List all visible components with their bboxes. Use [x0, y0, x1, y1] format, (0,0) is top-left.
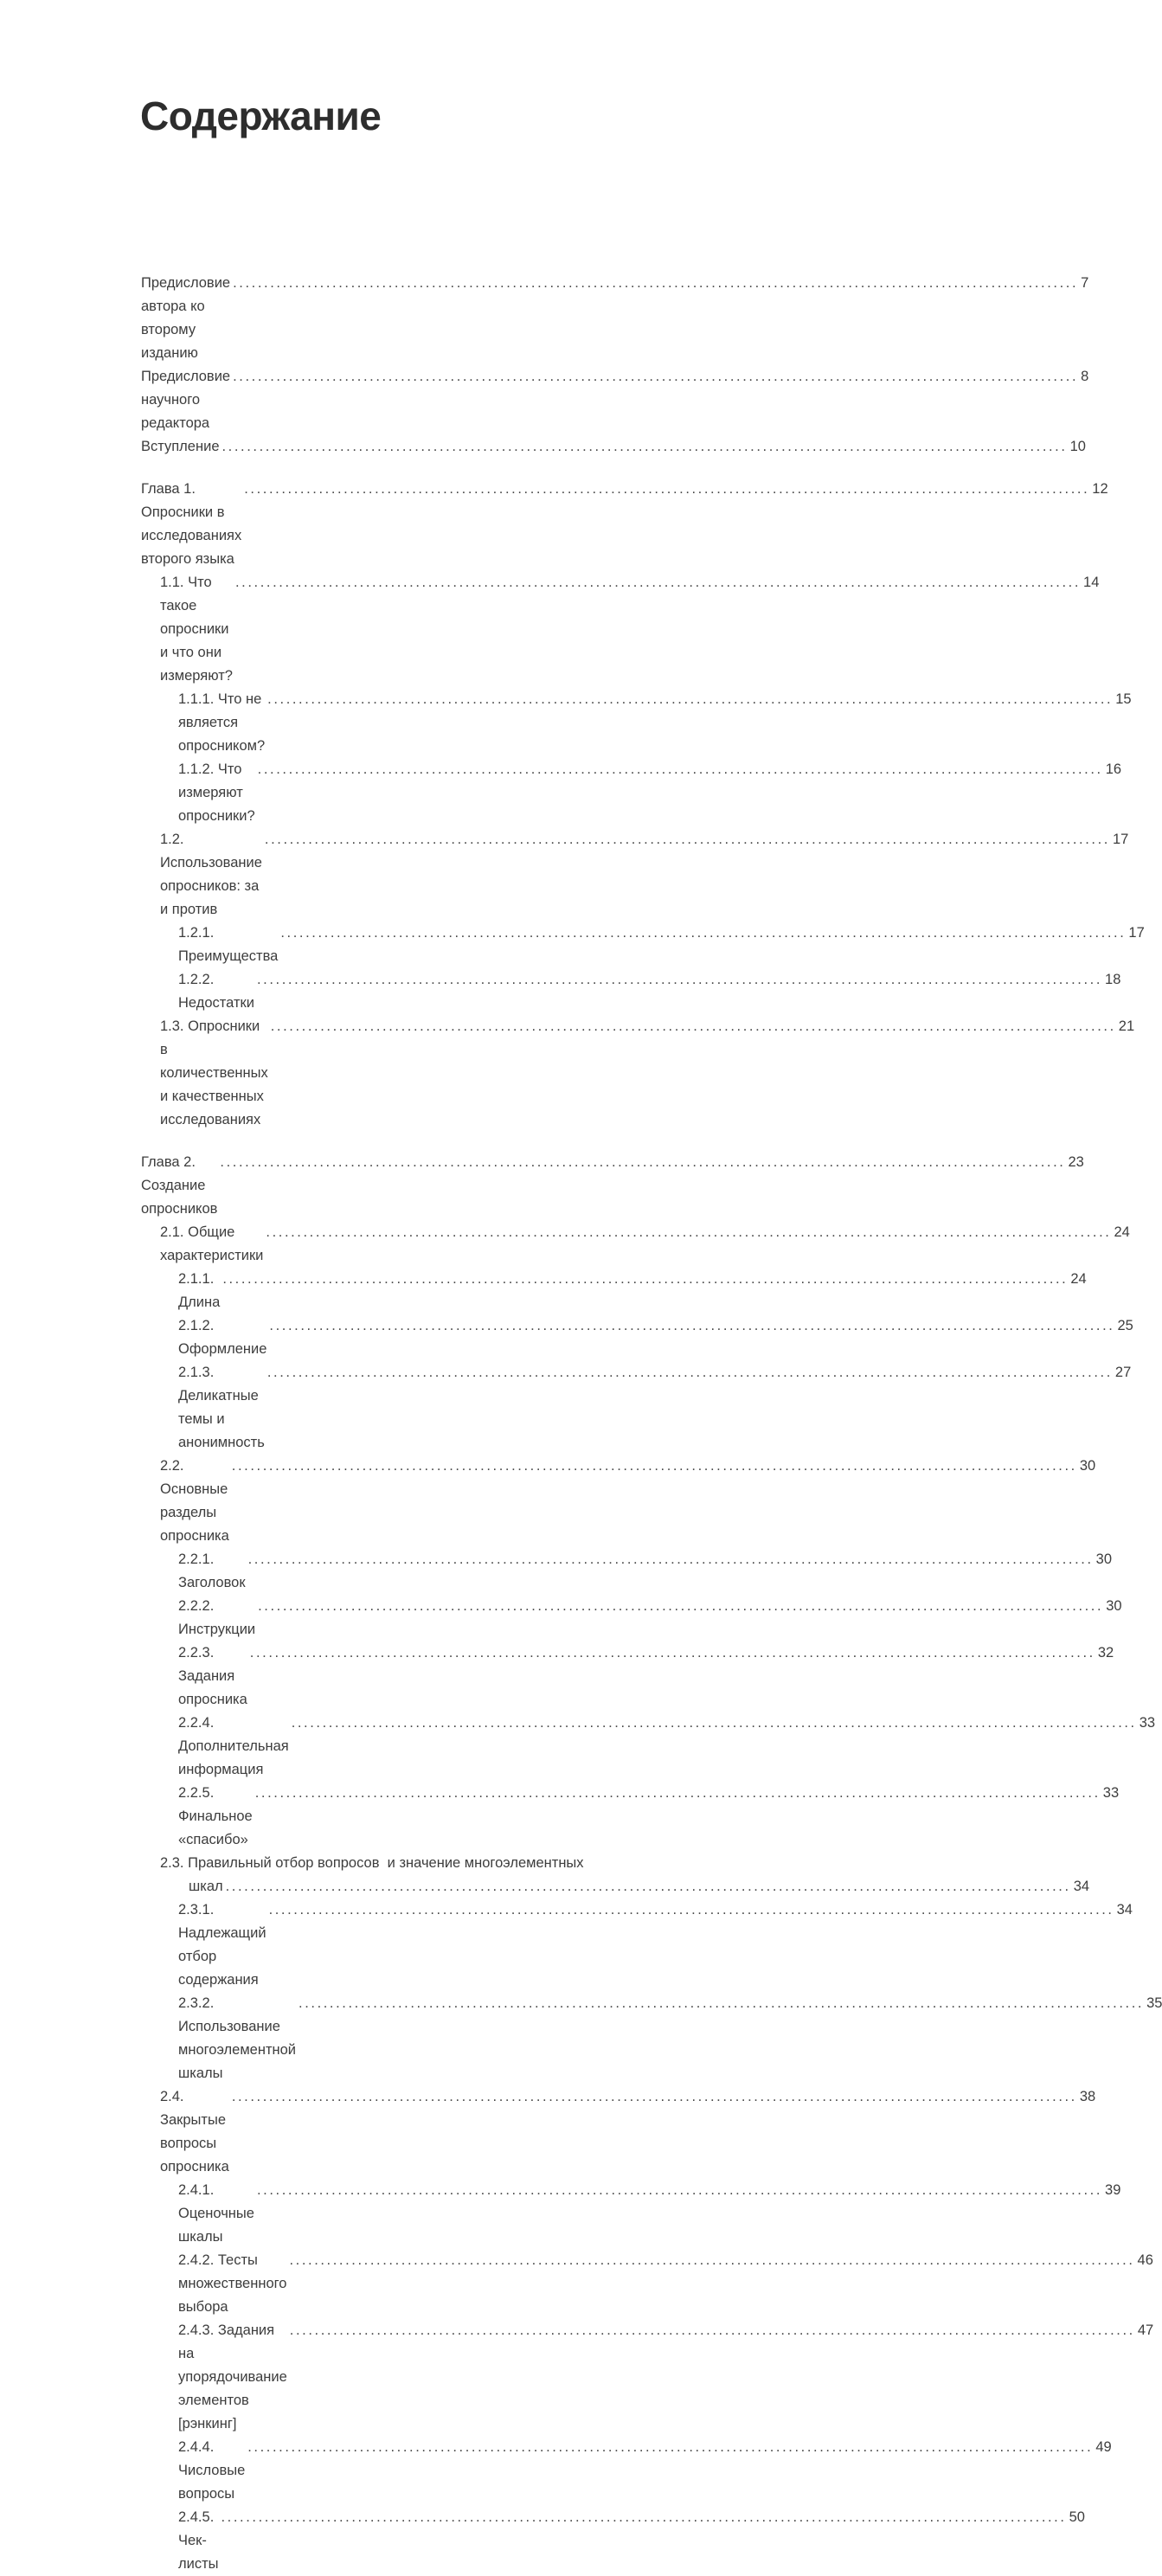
dot-leader	[217, 1151, 1068, 1174]
toc-entry-text: 1.3. Опросники в количественных и качественных исследованиях	[160, 1018, 273, 1127]
toc-entry	[141, 478, 1108, 571]
toc-entry-page: 17	[1128, 925, 1145, 941]
toc-entry-text: 1.2.2. Недостатки	[178, 972, 254, 1011]
toc-entry-page: 17	[1112, 832, 1129, 847]
toc-entry	[141, 1314, 1133, 1361]
dot-leader	[265, 1361, 1115, 1384]
toc-entry-text: 1.2.1. Преимущества	[178, 925, 279, 964]
dot-leader	[289, 1712, 1140, 1735]
toc-entry	[141, 2319, 1154, 2436]
dot-leader	[278, 922, 1128, 945]
toc-entry-text: Глава 1. Опросники в исследованиях второго языка	[141, 481, 246, 567]
toc-entry	[141, 272, 1089, 365]
toc-entry-page: 34	[1073, 1879, 1090, 1894]
toc-entry-page: 16	[1105, 761, 1122, 777]
toc-entry-text: 2.2. Основные разделы опросника	[160, 1458, 232, 1544]
dot-leader	[246, 1548, 1096, 1571]
toc-entry-text: 2.1.3. Деликатные темы и анонимность	[178, 1365, 265, 1450]
table-of-contents	[141, 272, 1162, 2576]
toc-entry-page: 24	[1070, 1271, 1087, 1287]
toc-entry	[141, 1015, 1135, 1132]
page-title: Содержание	[140, 93, 382, 138]
toc-entry-page: 7	[1081, 275, 1089, 291]
dot-leader	[220, 1268, 1070, 1291]
dot-leader	[233, 571, 1083, 594]
dot-leader	[296, 1992, 1146, 2015]
dot-leader	[265, 688, 1115, 711]
toc-entry-page: 32	[1097, 1645, 1114, 1661]
dot-leader	[255, 1595, 1106, 1618]
toc-entry-text: шкал	[189, 1879, 223, 1894]
toc-entry	[141, 1361, 1132, 1455]
toc-entry-text: Предисловие автора ко второму изданию	[141, 275, 234, 361]
dot-leader	[220, 435, 1070, 459]
toc-entry	[141, 2249, 1153, 2319]
toc-entry-page: 33	[1102, 1785, 1120, 1801]
toc-entry	[141, 758, 1122, 828]
toc-entry	[141, 1992, 1162, 2085]
toc-entry-text: 2.2.3. Задания опросника	[178, 1645, 247, 1707]
toc-entry-text: Предисловие научного редактора	[141, 369, 234, 431]
toc-entry-page: 21	[1118, 1018, 1135, 1034]
toc-entry	[141, 1641, 1114, 1712]
toc-entry-page: 25	[1117, 1318, 1133, 1333]
toc-entry-text: Вступление	[141, 439, 220, 454]
toc-entry-text: 1.1.1. Что не является опросником?	[178, 691, 266, 754]
toc-entry-text: 2.4.5. Чек-листы	[178, 2509, 219, 2572]
toc-entry-text: 2.2.2. Инструкции	[178, 1598, 256, 1637]
toc-entry-text: Глава 2. Создание опросников	[141, 1154, 218, 1217]
toc-entry	[141, 922, 1145, 968]
dot-leader	[241, 478, 1092, 501]
toc-entry-text: 2.2.4. Дополнительная информация	[178, 1715, 293, 1777]
toc-entry-page: 30	[1106, 1598, 1122, 1614]
toc-entry-page: 30	[1079, 1458, 1096, 1474]
dot-leader	[287, 2319, 1138, 2342]
dot-leader	[255, 758, 1106, 781]
toc-entry	[141, 1712, 1156, 1782]
dot-leader	[266, 1314, 1117, 1338]
toc-entry	[141, 435, 1086, 459]
toc-entry	[141, 571, 1100, 688]
dot-leader	[263, 1221, 1114, 1244]
dot-leader	[253, 1782, 1103, 1805]
toc-entry	[141, 2085, 1096, 2179]
toc-entry-page: 27	[1114, 1365, 1132, 1380]
toc-entry-text: 2.1.1. Длина	[178, 1271, 221, 1310]
toc-entry-page: 33	[1139, 1715, 1156, 1731]
toc-entry-text: 2.1.2. Оформление	[178, 1318, 267, 1357]
dot-leader	[229, 1455, 1080, 1478]
toc-entry-page: 30	[1095, 1551, 1112, 1567]
toc-entry-page: 10	[1069, 439, 1086, 454]
toc-entry-text: 2.4.1. Оценочные шкалы	[178, 2182, 259, 2245]
dot-leader	[247, 1641, 1098, 1665]
toc-entry-page: 24	[1114, 1224, 1130, 1240]
toc-entry-page: 14	[1083, 575, 1100, 590]
toc-entry-text: 2.4.2. Тесты множественного выбора	[178, 2252, 292, 2315]
toc-entry-text: 2.2.1. Заголовок	[178, 1551, 246, 1590]
toc-entry-page: 18	[1105, 972, 1121, 987]
toc-entry-text: 2.2.5. Финальное «спасибо»	[178, 1785, 257, 1847]
toc-entry	[141, 365, 1089, 435]
toc-entry	[141, 2506, 1085, 2576]
toc-entry-page: 8	[1081, 369, 1089, 384]
toc-entry	[141, 1875, 1090, 1898]
toc-entry-page: 34	[1116, 1902, 1133, 1918]
toc-entry-text: 2.4.4. Числовые вопросы	[178, 2439, 249, 2502]
dot-leader	[229, 2085, 1080, 2109]
toc-block	[141, 478, 1145, 1132]
toc-entry-page: 50	[1069, 2509, 1085, 2525]
toc-entry-page: 35	[1146, 1995, 1162, 2011]
dot-leader	[286, 2249, 1137, 2272]
toc-entry-text: 2.4.3. Задания на упорядочивание элементов [рэнкинг]	[178, 2322, 292, 2431]
toc-entry-page: 23	[1068, 1154, 1084, 1170]
toc-entry-text: 2.3. Правильный отбор вопросов и значение многоэлементных	[160, 1855, 584, 1871]
toc-entry-page: 46	[1137, 2252, 1153, 2268]
dot-leader	[254, 968, 1105, 992]
toc-entry-page: 15	[1115, 691, 1132, 707]
toc-entry	[141, 1898, 1133, 1992]
dot-leader	[268, 1015, 1119, 1038]
toc-entry	[141, 1548, 1112, 1595]
toc-entry	[141, 688, 1132, 758]
toc-entry	[141, 1268, 1087, 1314]
dot-leader	[230, 272, 1081, 295]
toc-entry	[141, 1221, 1130, 1268]
toc-entry	[141, 1151, 1084, 1221]
toc-entry-page: 39	[1105, 2182, 1121, 2198]
toc-entry-page: 38	[1079, 2089, 1096, 2104]
toc-entry-page: 49	[1095, 2439, 1112, 2455]
toc-entry-text: 1.1. Что такое опросники и что они измеряют?	[160, 575, 234, 684]
toc-entry	[141, 1595, 1122, 1641]
toc-entry	[141, 2179, 1121, 2249]
toc-block	[141, 272, 1089, 459]
dot-leader	[245, 2436, 1095, 2459]
toc-entry-page: 12	[1092, 481, 1108, 497]
dot-leader	[230, 365, 1081, 389]
dot-leader	[262, 828, 1113, 851]
toc-entry	[141, 1455, 1096, 1548]
toc-entry	[141, 1852, 702, 1875]
toc-block	[141, 1151, 1162, 2576]
toc-entry-text: 2.1. Общие характеристики	[160, 1224, 264, 1263]
dot-leader	[219, 2506, 1069, 2529]
toc-entry-text: 2.3.2. Использование многоэлементной шкалы	[178, 1995, 300, 2081]
toc-entry	[141, 828, 1129, 922]
toc-entry-page: 47	[1137, 2322, 1154, 2338]
dot-leader	[223, 1875, 1074, 1898]
toc-entry-text: 1.2. Использование опросников: за и против	[160, 832, 266, 917]
toc-entry	[141, 2436, 1112, 2506]
toc-entry-text: 1.1.2. Что измеряют опросники?	[178, 761, 255, 824]
toc-entry-text: 2.3.1. Надлежащий отбор содержания	[178, 1902, 271, 1988]
dot-leader	[254, 2179, 1105, 2202]
toc-entry	[141, 1782, 1120, 1852]
toc-entry-text: 2.4. Закрытые вопросы опросника	[160, 2089, 230, 2175]
dot-leader	[266, 1898, 1117, 1922]
toc-entry	[141, 968, 1121, 1015]
